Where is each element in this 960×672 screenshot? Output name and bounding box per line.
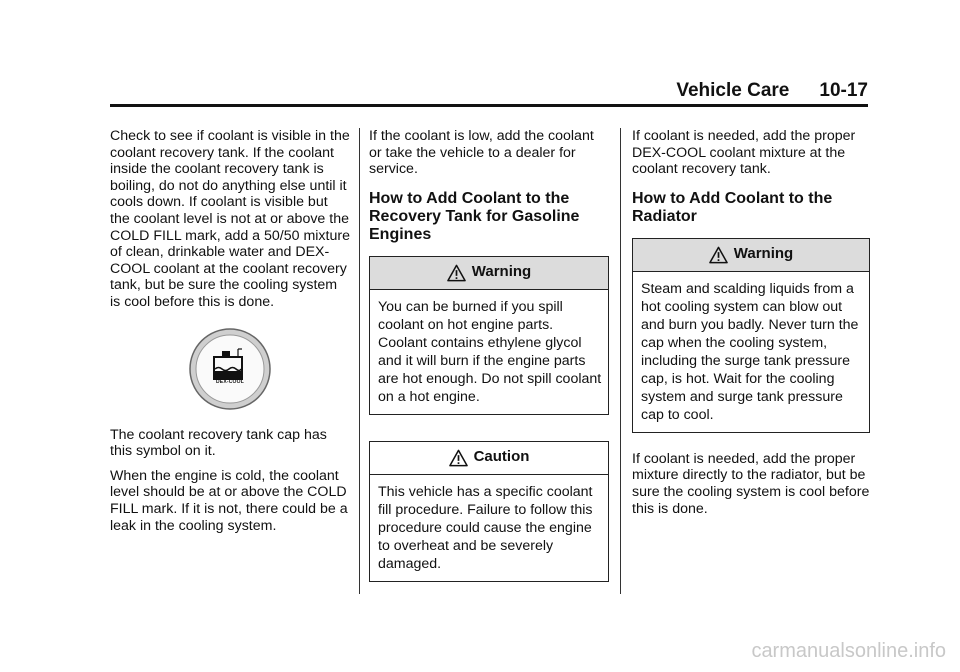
warning-header bbox=[370, 257, 608, 290]
paragraph: If the coolant is low, add the coolant or take the vehicle to a dealer for service. bbox=[369, 128, 594, 178]
caution-body bbox=[370, 475, 608, 581]
symbol-label: DEX-COOL bbox=[216, 378, 244, 385]
header-text bbox=[676, 80, 868, 102]
section-heading: How to Add Coolant to the Recovery Tank for Gasoline Engines bbox=[369, 189, 580, 243]
paragraph: If coolant is needed, add the proper mixture directly to the radiator, but be sure the cooling system is cool before this is done. bbox=[632, 450, 870, 517]
paragraph: When the engine is cold, the coolant level should be at or above the COLD FILL mark. If it is not, there could be a leak in the cooling system. bbox=[110, 467, 348, 534]
column-3 bbox=[632, 128, 870, 525]
column-2 bbox=[369, 128, 609, 594]
section-title: Vehicle Care bbox=[676, 80, 790, 101]
caution-text: This vehicle has a specific coolant fill procedure. Failure to follow this procedure could cause the engine to overheat and be severely damaged. bbox=[378, 483, 593, 572]
warning-header bbox=[633, 239, 869, 272]
warning-body bbox=[370, 290, 608, 414]
paragraph: Check to see if coolant is visible in the coolant recovery tank. If the coolant inside the coolant recovery tank is boiling, do not do anything else until it cools down. If coolant is visible but the coolant level is not at or above the COLD FILL mark, add a 50/50 mixture of clean, drinkable water and DEX-COOL coolant at the coolant recovery tank, but be sure the cooling system is cool before this is done. bbox=[110, 128, 350, 310]
page-number: 10-17 bbox=[819, 80, 868, 101]
header-rule bbox=[110, 104, 868, 107]
caution-box bbox=[369, 441, 609, 582]
warning-icon bbox=[709, 246, 728, 264]
paragraph: If coolant is needed, add the proper DEX-COOL coolant mixture at the coolant recovery tank. bbox=[632, 128, 856, 178]
warning-title: Warning bbox=[471, 263, 532, 281]
warning-text: You can be burned if you spill coolant on hot engine parts. Coolant contains ethylene glycol and it will burn if the engine parts are hot enough. Do not spill coolant on a hot engine. bbox=[378, 298, 602, 405]
caution-header bbox=[370, 442, 608, 475]
column-divider bbox=[359, 128, 360, 594]
warning-text: Steam and scalding liquids from a hot cooling system can blow out and burn you badly. Never turn the cap when the cooling system, including the surge tank pressure cap, is hot. Wait for the cooling system and surge tank pressure cap to cool. bbox=[641, 280, 859, 423]
warning-body bbox=[633, 272, 869, 432]
dex-cool-symbol bbox=[188, 327, 272, 411]
page-header bbox=[110, 80, 868, 104]
column-1 bbox=[110, 128, 350, 542]
warning-title: Warning bbox=[733, 245, 794, 263]
caution-title: Caution bbox=[473, 448, 530, 466]
warning-icon bbox=[447, 264, 466, 282]
column-divider bbox=[620, 128, 621, 594]
paragraph: The coolant recovery tank cap has this symbol on it. bbox=[110, 426, 327, 460]
warning-box bbox=[632, 238, 870, 433]
section-heading: How to Add Coolant to the Radiator bbox=[632, 189, 833, 225]
caution-icon bbox=[449, 449, 468, 467]
warning-box bbox=[369, 256, 609, 415]
coolant-tank-icon bbox=[188, 327, 272, 411]
watermark: carmanualsonline.info bbox=[751, 640, 946, 662]
